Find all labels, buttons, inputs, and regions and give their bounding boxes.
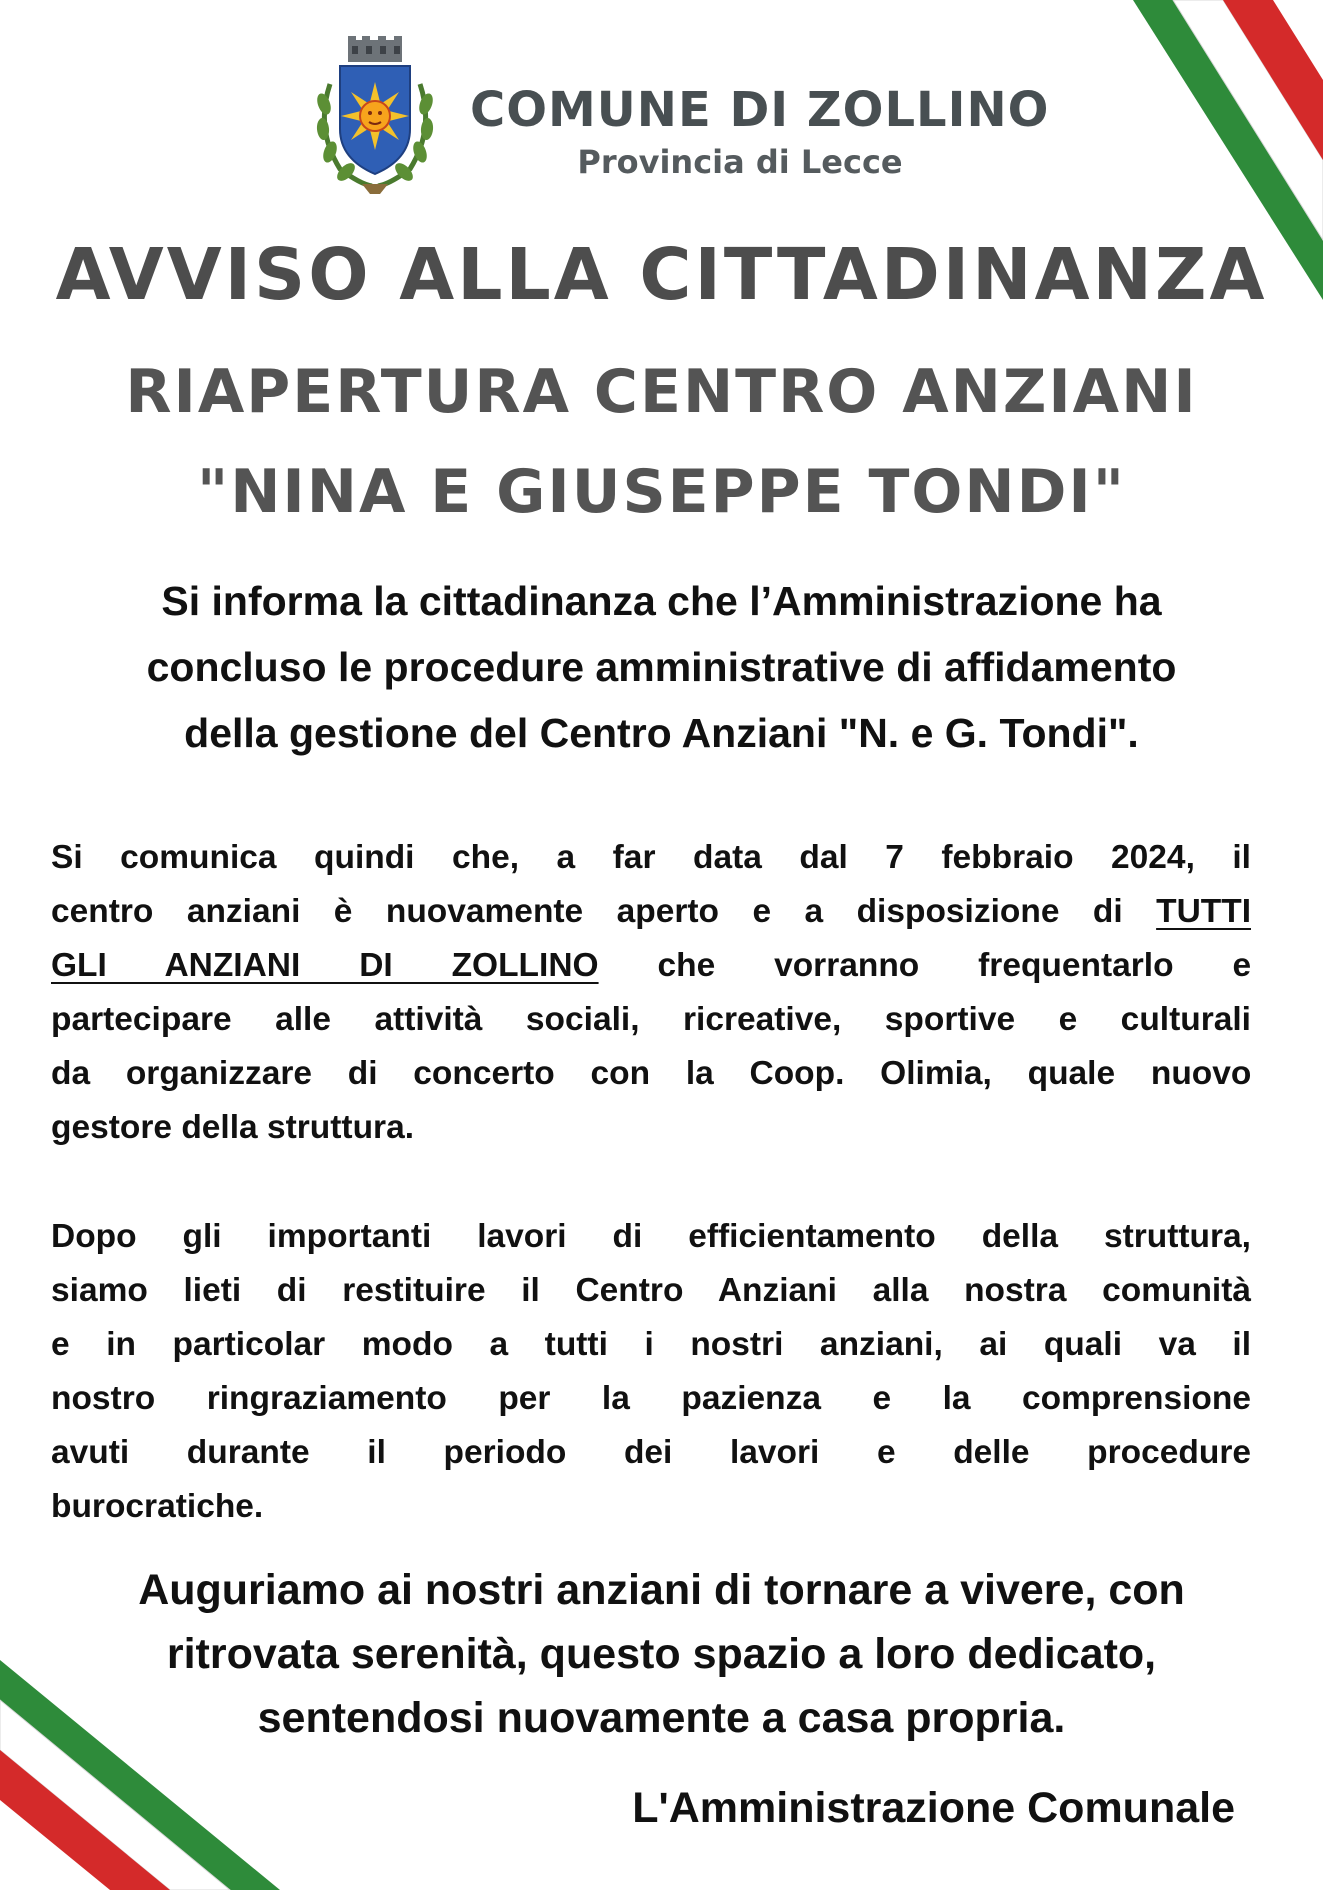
paragraph-line: partecipare alle attività sociali, ricreative, sportive e culturali: [51, 1001, 1251, 1038]
provincia-subtitle: Provincia di Lecce: [577, 143, 903, 181]
highlight-tutti: TUTTI: [1156, 893, 1251, 930]
closing-line: sentendosi nuovamente a casa propria.: [257, 1694, 1066, 1742]
subtitle-line-1: RIAPERTURA CENTRO ANZIANI: [125, 357, 1198, 427]
comune-title: COMUNE DI ZOLLINO: [470, 82, 1050, 138]
closing-message: [0, 1558, 1323, 1750]
intro-line: della gestione del Centro Anziani "N. e G. Tondi".: [184, 710, 1139, 756]
thanks-paragraph: [51, 1210, 1251, 1534]
paragraph-line: nostro ringraziamento per la pazienza e la comprensione: [51, 1380, 1251, 1417]
intro-paragraph: [10, 568, 1313, 766]
header-text: [470, 82, 1050, 182]
paragraph-line: siamo lieti di restituire il Centro Anziani alla nostra comunità: [51, 1272, 1252, 1309]
intro-line: Si informa la cittadinanza che l’Amministrazione ha: [161, 578, 1162, 624]
paragraph-line: [51, 939, 1251, 993]
subtitle-line-2: "NINA E GIUSEPPE TONDI": [196, 457, 1127, 527]
highlight-anziani-zollino: GLI ANZIANI DI ZOLLINO: [51, 947, 599, 984]
paragraph-line: Dopo gli importanti lavori di efficientamento della struttura,: [51, 1218, 1251, 1255]
closing-line: Auguriamo ai nostri anziani di tornare a vivere, con: [138, 1566, 1185, 1614]
header: [310, 34, 1050, 204]
paragraph-line: avuti durante il periodo dei lavori e delle procedure: [51, 1434, 1251, 1471]
paragraph-line-text: centro anziani è nuovamente aperto e a disposizione di: [51, 893, 1123, 930]
paragraph-line: e in particolar modo a tutti i nostri anziani, ai quali va il: [51, 1326, 1252, 1363]
paragraph-line: da organizzare di concerto con la Coop. Olimia, quale nuovo: [51, 1055, 1252, 1092]
closing-line: ritrovata serenità, questo spazio a loro dedicato,: [166, 1630, 1157, 1678]
paragraph-line: [51, 885, 1251, 939]
paragraph-line-text: che vorranno frequentarlo e: [657, 947, 1252, 984]
paragraph-line: gestore della struttura.: [51, 1109, 415, 1146]
paragraph-line: Si comunica quindi che, a far data dal 7 febbraio 2024, il: [51, 839, 1251, 876]
announcement-paragraph: [51, 831, 1251, 1155]
paragraph-line: burocratiche.: [51, 1488, 264, 1525]
intro-line: concluso le procedure amministrative di affidamento: [146, 644, 1177, 690]
comune-crest-icon: [310, 34, 440, 196]
signature: L'Amministrazione Comunale: [632, 1784, 1235, 1832]
notice-title: AVVISO ALLA CITTADINANZA: [55, 233, 1268, 316]
